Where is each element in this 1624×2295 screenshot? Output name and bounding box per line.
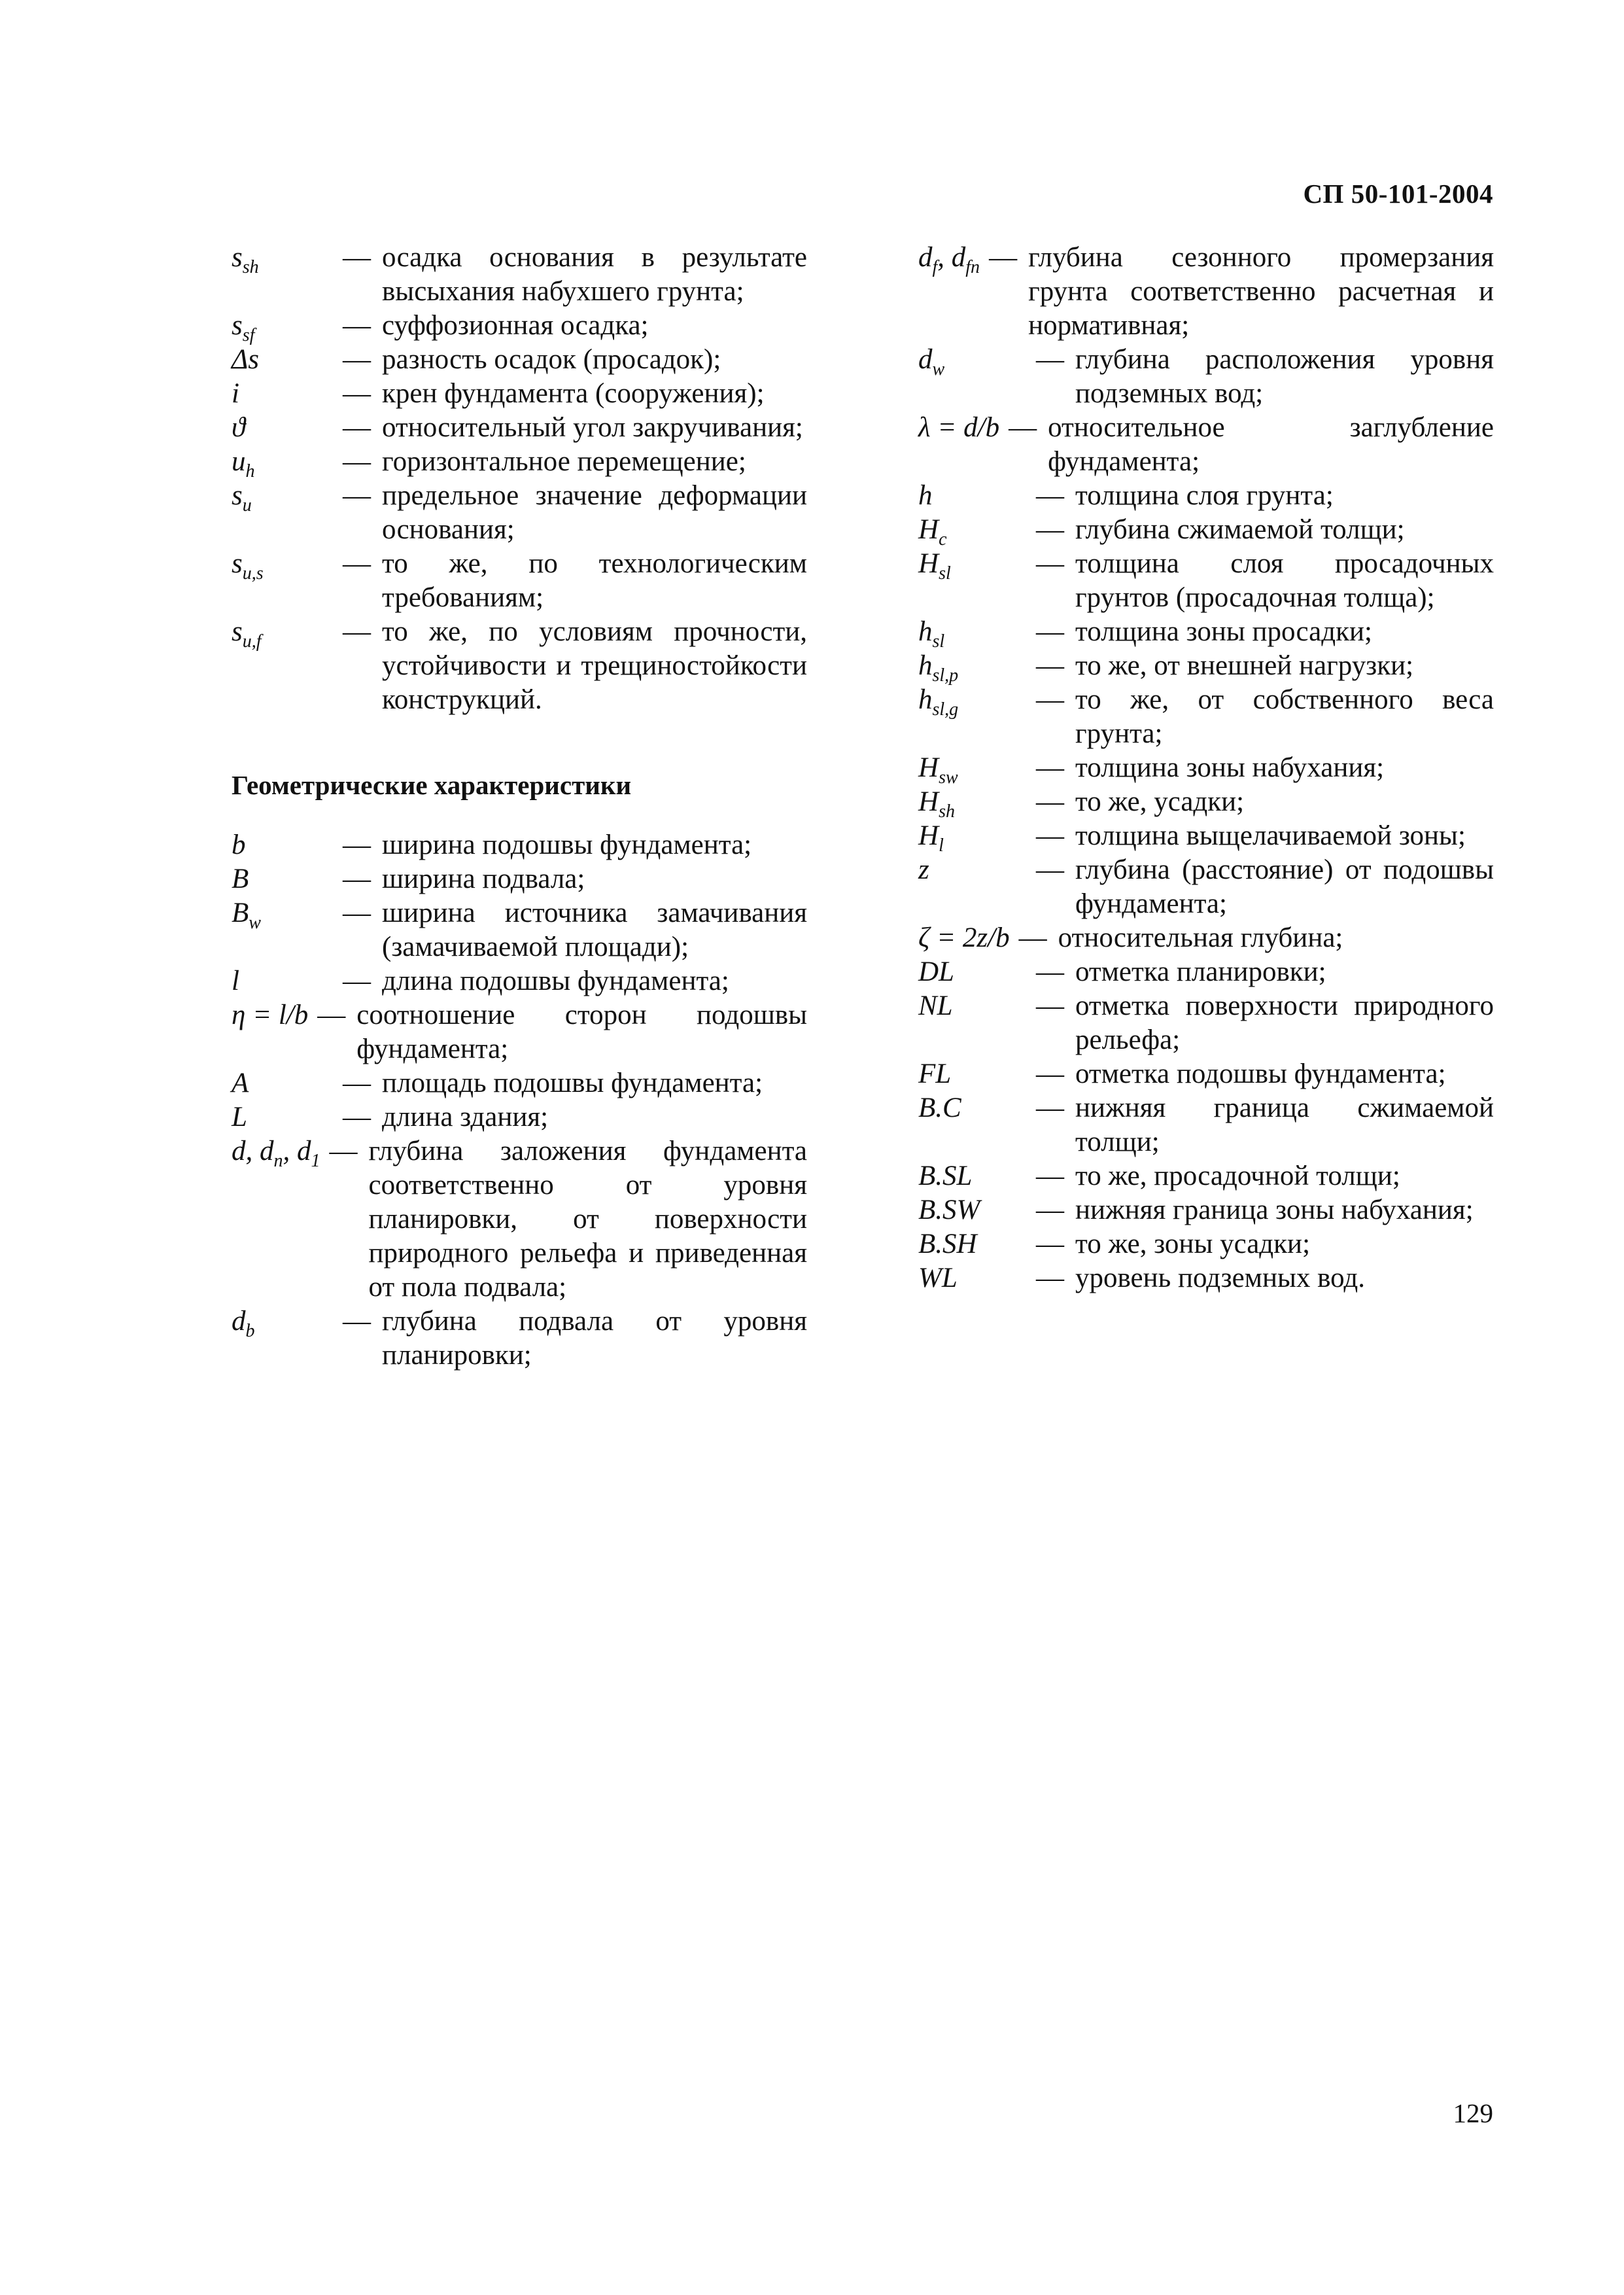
em-dash: —	[343, 480, 371, 511]
em-dash: —	[343, 412, 371, 443]
symbol-entry	[918, 513, 1494, 550]
symbol-entry	[918, 1193, 1494, 1227]
symbol-subscript: sl	[932, 631, 945, 652]
symbol-description: ширина подвала;	[382, 864, 585, 894]
symbol	[918, 1227, 1036, 1261]
em-dash: —	[1036, 548, 1064, 579]
symbol-entry	[232, 862, 807, 896]
symbol-subscript: c	[939, 529, 947, 550]
symbol-base: i	[232, 378, 239, 409]
symbol-subscript: sl	[939, 563, 951, 584]
symbol	[232, 1100, 343, 1134]
symbol	[918, 649, 1036, 686]
em-dash: —	[1036, 514, 1064, 545]
em-dash: —	[329, 1136, 358, 1166]
symbol-base: s	[232, 310, 243, 341]
symbol	[918, 785, 1036, 822]
em-dash: —	[1036, 616, 1064, 647]
symbol	[232, 343, 343, 377]
symbol	[918, 241, 989, 275]
symbol	[918, 615, 1036, 652]
symbol-base: ϑ	[232, 412, 246, 443]
em-dash: —	[989, 242, 1018, 273]
symbol	[232, 1134, 330, 1171]
em-dash: —	[1036, 684, 1064, 715]
symbol-base: H	[918, 820, 939, 851]
symbol-base: s	[232, 616, 243, 647]
symbol-base: DL	[918, 956, 954, 987]
symbol-base: d, d	[232, 1136, 274, 1166]
symbol-entry	[918, 411, 1494, 479]
symbol-entry	[918, 683, 1494, 751]
em-dash: —	[343, 310, 371, 341]
symbol-entry	[232, 411, 807, 445]
symbol-description: то же, просадочной толщи;	[1075, 1161, 1400, 1191]
symbol-base: u	[232, 446, 246, 477]
symbol-description: отметка планировки;	[1075, 956, 1326, 987]
symbol	[918, 751, 1036, 788]
symbol-entry	[918, 1057, 1494, 1091]
symbol-subscript: sw	[939, 767, 958, 788]
symbol-subscript: l	[939, 835, 944, 856]
symbol-entry	[918, 1091, 1494, 1159]
symbol-subscript: f	[932, 257, 938, 277]
em-dash: —	[1036, 480, 1064, 511]
symbol-subscript-2: fn	[965, 257, 980, 277]
em-dash: —	[1036, 854, 1064, 885]
symbol-description: то же, по технологическим требованиям;	[382, 548, 807, 613]
symbol-entry	[232, 309, 807, 343]
em-dash: —	[343, 966, 371, 996]
symbol-entry	[918, 343, 1494, 411]
symbol	[232, 828, 343, 862]
symbol	[918, 819, 1036, 856]
symbol-entry	[232, 1134, 807, 1305]
symbol-entry	[232, 1066, 807, 1100]
symbol	[232, 862, 343, 896]
symbol	[918, 683, 1036, 720]
symbol-description: глубина расположения уровня подземных вод;	[1075, 344, 1494, 409]
symbol-description: то же, от внешней нагрузки;	[1075, 650, 1414, 681]
symbol-description: ширина подошвы фундамента;	[382, 830, 752, 860]
symbol-entry	[232, 547, 807, 615]
symbol-description: горизонтальное перемещение;	[382, 446, 746, 477]
em-dash: —	[343, 242, 371, 273]
symbol-entry	[918, 649, 1494, 686]
symbol-description: отметка поверхности природного рельефа;	[1075, 990, 1494, 1055]
symbol-entry	[918, 241, 1494, 343]
symbol-description: то же, по условиям прочности, устойчивости и трещиностойкости конструкций.	[382, 616, 807, 715]
symbol-description: толщина зоны просадки;	[1075, 616, 1372, 647]
em-dash: —	[1036, 1059, 1064, 1089]
symbol-subscript: u	[242, 495, 252, 516]
symbol-description: отметка подошвы фундамента;	[1075, 1059, 1446, 1089]
symbol	[232, 377, 343, 411]
symbol	[232, 1066, 343, 1100]
symbol-description: глубина сжимаемой толщи;	[1075, 514, 1405, 545]
symbol-subscript: u,f	[242, 631, 262, 652]
em-dash: —	[343, 898, 371, 928]
symbol-description: относительное заглубление фундамента;	[1048, 412, 1494, 477]
symbol-description: глубина (расстояние) от подошвы фундамента;	[1075, 854, 1494, 919]
symbol-entry	[918, 853, 1494, 921]
symbol-base-2: , d	[283, 1136, 311, 1166]
symbol-entry	[232, 998, 807, 1066]
em-dash: —	[343, 1306, 371, 1337]
symbol-base: A	[232, 1068, 249, 1098]
geometry-symbols-list	[232, 828, 807, 1373]
symbol-base: b	[232, 830, 246, 860]
em-dash: —	[343, 864, 371, 894]
symbol-entry	[232, 1305, 807, 1373]
symbol-base-2: , d	[937, 242, 966, 273]
symbol-subscript: n	[273, 1151, 283, 1171]
symbol	[232, 547, 343, 584]
symbol-description: глубина сезонного промерзания грунта соответственно расчетная и нормативная;	[1028, 242, 1494, 341]
symbol-description: ширина источника замачивания (замачиваемой площади);	[382, 898, 807, 962]
symbol-base: s	[232, 480, 243, 511]
symbol-base: WL	[918, 1263, 958, 1293]
em-dash: —	[1036, 344, 1064, 375]
symbol-base: Δs	[232, 344, 259, 375]
symbol-description: относительный угол закручивания;	[382, 412, 803, 443]
symbol-entry	[918, 1159, 1494, 1193]
em-dash: —	[1018, 922, 1047, 953]
symbol-description: крен фундамента (сооружения);	[382, 378, 765, 409]
symbol	[232, 411, 343, 445]
symbol-entry	[918, 785, 1494, 822]
symbol	[232, 241, 343, 275]
symbol-subscript: sh	[242, 257, 259, 277]
symbol-entry	[918, 547, 1494, 615]
symbol	[918, 989, 1036, 1023]
symbol-base: ζ = 2z/b	[918, 922, 1010, 953]
right-column	[918, 241, 1494, 1295]
symbol-entry	[918, 751, 1494, 788]
symbol-description: то же, от собственного веса грунта;	[1075, 684, 1494, 749]
symbol	[232, 1305, 343, 1339]
symbol	[918, 513, 1036, 550]
symbol-base: s	[232, 548, 243, 579]
symbol-description: толщина слоя грунта;	[1075, 480, 1334, 511]
em-dash: —	[1009, 412, 1037, 443]
em-dash: —	[343, 1102, 371, 1132]
symbol-subscript: w	[249, 913, 261, 933]
symbol	[918, 411, 1009, 445]
symbol-subscript: sl,g	[932, 699, 959, 720]
symbol-subscript: b	[245, 1321, 255, 1341]
symbol-base: d	[918, 242, 933, 273]
symbol-base: B	[232, 864, 249, 894]
symbol-base: H	[918, 786, 939, 817]
symbol-description: глубина подвала от уровня планировки;	[382, 1306, 807, 1371]
symbol-base: l	[232, 966, 239, 996]
em-dash: —	[1036, 1229, 1064, 1259]
symbol-base: h	[918, 650, 933, 681]
symbol	[232, 998, 317, 1032]
symbol	[232, 964, 343, 998]
symbol-base: d	[918, 344, 933, 375]
symbol-description: соотношение сторон подошвы фундамента;	[356, 1000, 807, 1064]
em-dash: —	[1036, 1263, 1064, 1293]
symbol-description: площадь подошвы фундамента;	[382, 1068, 763, 1098]
symbol-entry	[232, 377, 807, 411]
em-dash: —	[343, 1068, 371, 1098]
symbol-base: B.C	[918, 1093, 961, 1123]
symbol	[232, 896, 343, 933]
symbol-subscript: u,s	[242, 563, 264, 584]
symbol-description: длина здания;	[382, 1102, 549, 1132]
symbols-list-right	[918, 241, 1494, 1295]
symbol-entry	[232, 615, 807, 717]
symbol-base: H	[918, 752, 939, 783]
symbol-entry	[232, 964, 807, 998]
symbol-description: то же, усадки;	[1075, 786, 1245, 817]
symbol-entry	[918, 989, 1494, 1057]
symbol-description: длина подошвы фундамента;	[382, 966, 729, 996]
em-dash: —	[1036, 956, 1064, 987]
symbol-subscript: sf	[242, 325, 255, 345]
symbol-description: глубина заложения фундамента соответственно от уровня планировки, от поверхности природного рельефа и приведенная от пола подвала;	[368, 1136, 807, 1303]
symbol	[918, 547, 1036, 584]
symbol-entry	[918, 1227, 1494, 1261]
em-dash: —	[1036, 786, 1064, 817]
em-dash: —	[1036, 752, 1064, 783]
symbol-description: толщина зоны набухания;	[1075, 752, 1385, 783]
symbol	[918, 1261, 1036, 1295]
em-dash: —	[343, 344, 371, 375]
symbol-base: B	[232, 898, 249, 928]
symbol-description: относительная глубина;	[1058, 922, 1343, 953]
symbol-base: z	[918, 854, 929, 885]
section-title-geometry: Геометрические характеристики	[232, 770, 632, 800]
symbol-entry	[918, 1261, 1494, 1295]
em-dash: —	[317, 1000, 346, 1030]
symbol-base: d	[232, 1306, 246, 1337]
symbol-base: λ = d/b	[918, 412, 1000, 443]
symbol-base: L	[232, 1102, 247, 1132]
symbol-base: h	[918, 616, 933, 647]
symbol-subscript: sh	[939, 801, 955, 822]
symbol-base: FL	[918, 1059, 952, 1089]
symbol-base: η = l/b	[232, 1000, 309, 1030]
em-dash: —	[1036, 990, 1064, 1021]
symbol-base: NL	[918, 990, 953, 1021]
left-column	[232, 241, 807, 1373]
symbol-entry	[232, 896, 807, 964]
symbol-description: нижняя граница зоны набухания;	[1075, 1195, 1474, 1225]
symbol-description: то же, зоны усадки;	[1075, 1229, 1311, 1259]
symbol	[918, 1091, 1036, 1125]
symbol-base: B.SH	[918, 1229, 977, 1259]
em-dash: —	[1036, 650, 1064, 681]
em-dash: —	[343, 616, 371, 647]
symbol-description: суффозионная осадка;	[382, 310, 649, 341]
symbol-entry	[918, 819, 1494, 856]
symbol-entry	[232, 241, 807, 309]
symbol-base: H	[918, 548, 939, 579]
document-code: СП 50-101-2004	[1303, 179, 1493, 209]
em-dash: —	[1036, 820, 1064, 851]
symbol-entry	[918, 955, 1494, 989]
symbol	[918, 343, 1036, 377]
symbol	[918, 955, 1036, 989]
em-dash: —	[343, 378, 371, 409]
symbol	[232, 309, 343, 343]
symbol-subscript: sl,p	[932, 665, 959, 686]
em-dash: —	[1036, 1093, 1064, 1123]
symbol-entry	[232, 479, 807, 547]
symbol-base: s	[232, 242, 243, 273]
symbol-base: h	[918, 480, 933, 511]
em-dash: —	[1036, 1195, 1064, 1225]
symbol-entry	[232, 445, 807, 482]
symbol-entry	[918, 479, 1494, 513]
symbol	[918, 921, 1019, 955]
symbol-subscript: h	[245, 461, 255, 482]
deformation-symbols-list	[232, 241, 807, 717]
symbol-description: разность осадок (просадок);	[382, 344, 721, 375]
symbol	[918, 1159, 1036, 1193]
symbol	[232, 445, 343, 482]
symbol-base: H	[918, 514, 939, 545]
page-number: 129	[1453, 2098, 1493, 2128]
symbol	[918, 479, 1036, 513]
em-dash: —	[343, 548, 371, 579]
em-dash: —	[1036, 1161, 1064, 1191]
symbol	[232, 615, 343, 652]
symbol	[232, 479, 343, 516]
symbol-entry	[232, 343, 807, 377]
symbol-entry	[918, 615, 1494, 652]
symbol-entry	[232, 828, 807, 862]
symbol-description: осадка основания в результате высыхания набухшего грунта;	[382, 242, 807, 307]
symbol	[918, 1193, 1036, 1227]
symbol-base: h	[918, 684, 933, 715]
symbol-base: B.SL	[918, 1161, 973, 1191]
symbol-entry	[918, 921, 1494, 955]
symbol	[918, 853, 1036, 887]
symbol-description: толщина слоя просадочных грунтов (просадочная толща);	[1075, 548, 1494, 613]
symbol-description: предельное значение деформации основания;	[382, 480, 807, 545]
symbol-subscript-2: 1	[311, 1151, 320, 1171]
symbol-entry	[232, 1100, 807, 1134]
symbol-base: B.SW	[918, 1195, 980, 1225]
symbol-description: уровень подземных вод.	[1075, 1263, 1366, 1293]
symbol	[918, 1057, 1036, 1091]
symbol-description: нижняя граница сжимаемой толщи;	[1075, 1093, 1494, 1157]
em-dash: —	[343, 446, 371, 477]
em-dash: —	[343, 830, 371, 860]
symbol-subscript: w	[932, 359, 945, 379]
symbol-description: толщина выщелачиваемой зоны;	[1075, 820, 1466, 851]
